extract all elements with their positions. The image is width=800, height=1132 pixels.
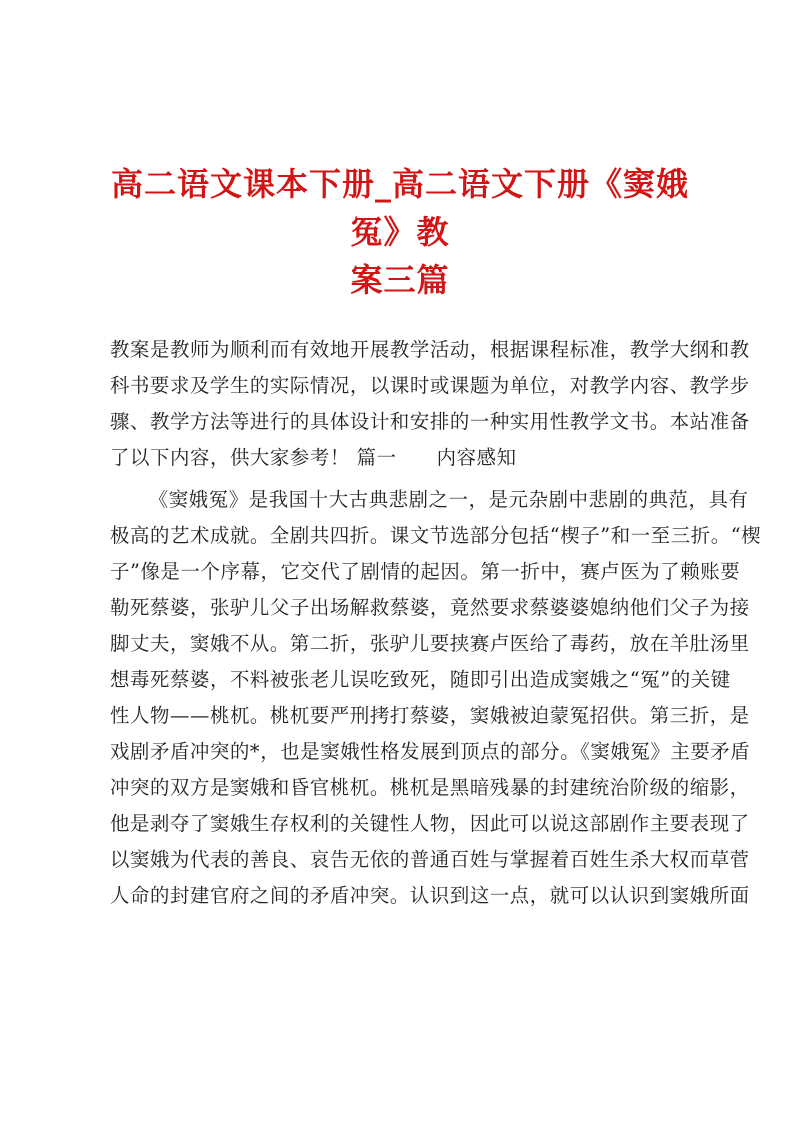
body-line: 子”像是一个序幕，它交代了剧情的起因。第一折中，赛卢医为了赖账要 <box>110 560 741 583</box>
body-line: 脚丈夫，窦娥不从。第二折，张驴儿要挟赛卢医给了毒药，放在羊肚汤里 <box>110 632 750 655</box>
body-line: 人命的封建官府之间的矛盾冲突。认识到这一点，就可以认识到窦娥所面 <box>110 884 750 907</box>
body-line: 《窦娥冤》是我国十大古典悲剧之一，是元杂剧中悲剧的典范，具有 <box>148 488 749 511</box>
body-line: 以窦娥为代表的善良、哀告无依的普通百姓与掌握着百姓生杀大权而草菅 <box>110 848 750 871</box>
document-title <box>90 160 710 304</box>
intro-line: 骤、教学方法等进行的具体设计和安排的一种实用性教学文书。本站准备 <box>110 410 750 433</box>
body-line: 勒死蔡婆，张驴儿父子出场解救蔡婆，竟然要求蔡婆婆媳纳他们父子为接 <box>110 596 750 619</box>
intro-line-text: 了以下内容，供大家参考！ 篇一 <box>110 446 397 469</box>
document-body <box>110 332 762 920</box>
intro-line-last <box>110 440 710 476</box>
body-line: 想毒死蔡婆，不料被张老儿误吃致死，随即引出造成窦娥之“冤”的关键 <box>110 668 731 691</box>
title-line-1: 高二语文课本下册_高二语文下册《窦娥冤》教 <box>110 165 689 251</box>
body-line: 戏剧矛盾冲突的*，也是窦娥性格发展到顶点的部分。《窦娥冤》主要矛盾 <box>110 740 751 763</box>
main-paragraph <box>110 482 762 914</box>
title-line-2: 案三篇 <box>350 261 450 299</box>
body-line: 冲突的双方是窦娥和昏官桃杌。桃杌是黑暗残暴的封建统治阶级的缩影， <box>110 776 750 799</box>
intro-paragraph <box>110 332 750 476</box>
body-line: 他是剥夺了窦娥生存权利的关键性人物，因此可以说这部剧作主要表现了 <box>110 812 750 835</box>
intro-line: 教案是教师为顺利而有效地开展教学活动，根据课程标准，教学大纲和教 <box>110 338 750 361</box>
body-line: 性人物——桃杌。桃杌要严刑拷打蔡婆，窦娥被迫蒙冤招供。第三折，是 <box>110 704 750 727</box>
section-heading: 内容感知 <box>436 446 517 469</box>
intro-line: 科书要求及学生的实际情况，以课时或课题为单位，对教学内容、教学步 <box>110 374 750 397</box>
body-line: 极高的艺术成就。全剧共四折。课文节选部分包括“楔子”和一至三折。“楔 <box>110 524 762 547</box>
